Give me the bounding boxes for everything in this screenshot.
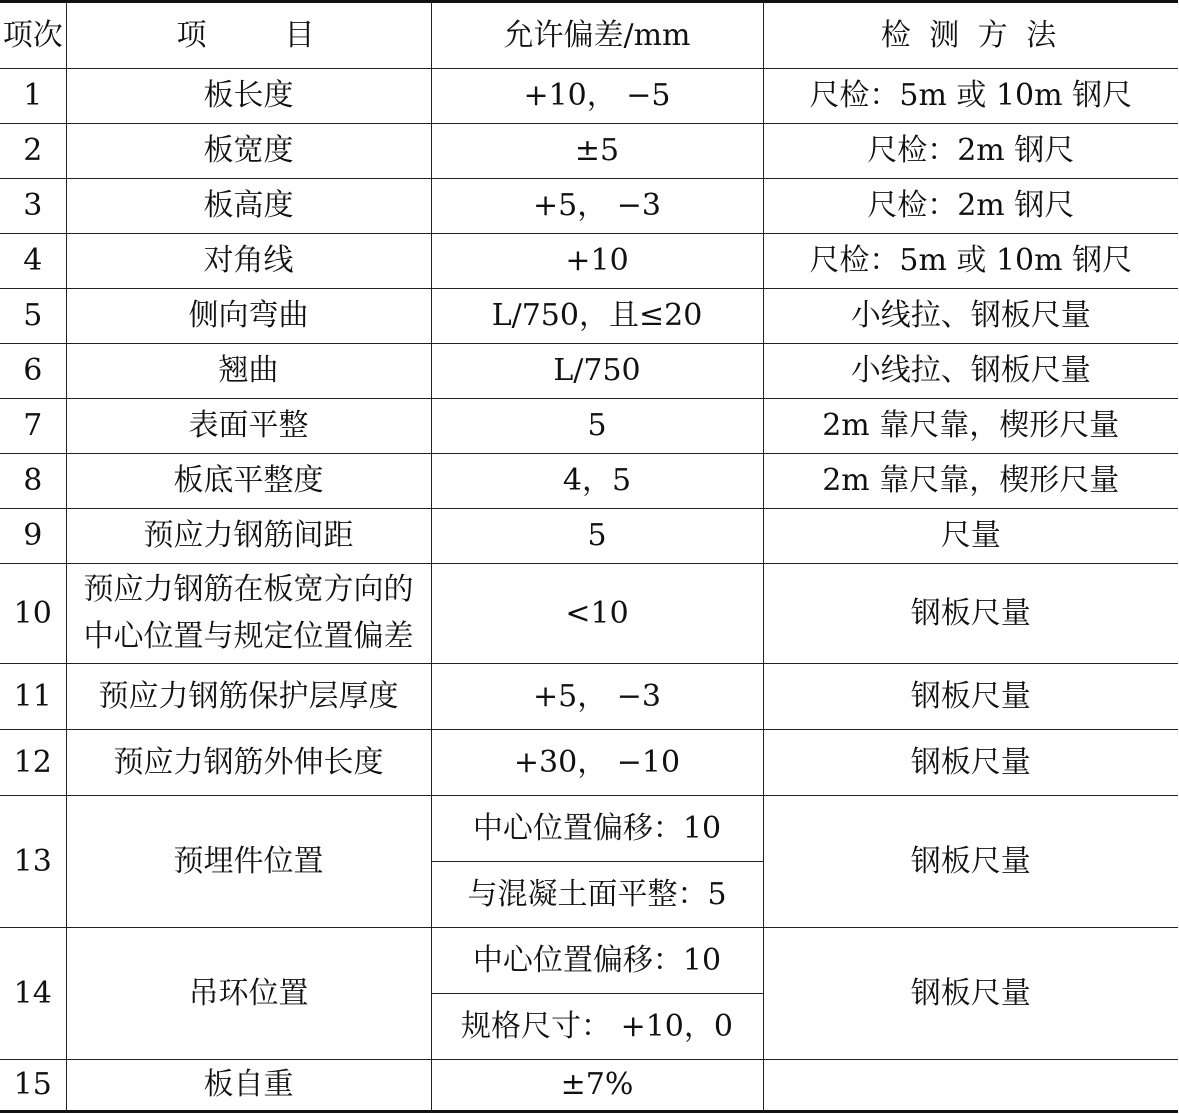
row-method: 钢板尺量 bbox=[763, 928, 1178, 1060]
table-row bbox=[0, 344, 1178, 399]
table-row bbox=[0, 796, 1178, 862]
table-row bbox=[0, 509, 1178, 564]
row-no: 14 bbox=[0, 928, 66, 1060]
row-tolerance: ±7% bbox=[431, 1060, 763, 1112]
row-method: 钢板尺量 bbox=[763, 564, 1178, 664]
row-item-line-1: 预应力钢筋在板宽方向的 bbox=[83, 572, 414, 607]
row-item: 板长度 bbox=[66, 69, 431, 124]
row-item: 板高度 bbox=[66, 179, 431, 234]
row-item: 翘曲 bbox=[66, 344, 431, 399]
row-no: 6 bbox=[0, 344, 66, 399]
row-tolerance: 5 bbox=[431, 399, 763, 454]
table-row bbox=[0, 234, 1178, 289]
row-item: 预应力钢筋保护层厚度 bbox=[66, 664, 431, 730]
header-method: 检 测 方 法 bbox=[763, 2, 1178, 69]
row-tolerance-sub-a: 中心位置偏移：10 bbox=[431, 796, 763, 862]
row-item: 板底平整度 bbox=[66, 454, 431, 509]
row-method: 尺量 bbox=[763, 509, 1178, 564]
row-item: 表面平整 bbox=[66, 399, 431, 454]
row-item: 板自重 bbox=[66, 1060, 431, 1112]
row-item-line-2: 中心位置与规定位置偏差 bbox=[83, 618, 414, 654]
header-item: 项 目 bbox=[66, 2, 431, 69]
row-item: 预应力钢筋间距 bbox=[66, 509, 431, 564]
table-row bbox=[0, 124, 1178, 179]
row-tolerance-sub-a: 中心位置偏移：10 bbox=[431, 928, 763, 994]
row-no: 15 bbox=[0, 1060, 66, 1112]
row-no: 11 bbox=[0, 664, 66, 730]
row-tolerance: L/750，且≤20 bbox=[431, 289, 763, 344]
row-tolerance-sub-b: 规格尺寸： +10，0 bbox=[431, 994, 763, 1060]
row-tolerance: 5 bbox=[431, 509, 763, 564]
row-item: 预应力钢筋外伸长度 bbox=[66, 730, 431, 796]
row-item: 吊环位置 bbox=[66, 928, 431, 1060]
row-no: 13 bbox=[0, 796, 66, 928]
table-row bbox=[0, 1060, 1178, 1112]
row-method bbox=[763, 1060, 1178, 1112]
row-item: 侧向弯曲 bbox=[66, 289, 431, 344]
row-no: 5 bbox=[0, 289, 66, 344]
table-row bbox=[0, 399, 1178, 454]
row-tolerance: 4，5 bbox=[431, 454, 763, 509]
table-row bbox=[0, 928, 1178, 994]
header-tolerance: 允许偏差/mm bbox=[431, 2, 763, 69]
row-method: 尺检：2m 钢尺 bbox=[763, 124, 1178, 179]
row-tolerance: +5， −3 bbox=[431, 664, 763, 730]
row-method: 钢板尺量 bbox=[763, 796, 1178, 928]
row-method: 尺检：5m 或 10m 钢尺 bbox=[763, 69, 1178, 124]
row-tolerance: +5， −3 bbox=[431, 179, 763, 234]
table-row bbox=[0, 664, 1178, 730]
table-row bbox=[0, 69, 1178, 124]
row-item: 板宽度 bbox=[66, 124, 431, 179]
row-method: 钢板尺量 bbox=[763, 730, 1178, 796]
row-method: 尺检：5m 或 10m 钢尺 bbox=[763, 234, 1178, 289]
row-no: 3 bbox=[0, 179, 66, 234]
row-tolerance: +30， −10 bbox=[431, 730, 763, 796]
row-tolerance: <10 bbox=[431, 564, 763, 664]
row-item: 预埋件位置 bbox=[66, 796, 431, 928]
table-row bbox=[0, 289, 1178, 344]
row-tolerance: +10 bbox=[431, 234, 763, 289]
row-no: 10 bbox=[0, 564, 66, 664]
row-tolerance: ±5 bbox=[431, 124, 763, 179]
table-row bbox=[0, 564, 1178, 664]
row-no: 4 bbox=[0, 234, 66, 289]
row-method: 小线拉、钢板尺量 bbox=[763, 289, 1178, 344]
row-tolerance-sub-b: 与混凝土面平整：5 bbox=[431, 862, 763, 928]
header-no: 项次 bbox=[0, 2, 66, 69]
row-no: 7 bbox=[0, 399, 66, 454]
row-item-multiline bbox=[66, 564, 431, 664]
row-method: 2m 靠尺靠，楔形尺量 bbox=[763, 399, 1178, 454]
table-row bbox=[0, 730, 1178, 796]
row-tolerance: +10， −5 bbox=[431, 69, 763, 124]
row-no: 9 bbox=[0, 509, 66, 564]
row-method: 小线拉、钢板尺量 bbox=[763, 344, 1178, 399]
row-no: 2 bbox=[0, 124, 66, 179]
row-tolerance: L/750 bbox=[431, 344, 763, 399]
row-no: 1 bbox=[0, 69, 66, 124]
row-no: 8 bbox=[0, 454, 66, 509]
row-method: 尺检：2m 钢尺 bbox=[763, 179, 1178, 234]
table-row bbox=[0, 454, 1178, 509]
row-no: 12 bbox=[0, 730, 66, 796]
table-header-row bbox=[0, 2, 1178, 69]
row-method: 2m 靠尺靠，楔形尺量 bbox=[763, 454, 1178, 509]
row-item: 对角线 bbox=[66, 234, 431, 289]
table-row bbox=[0, 179, 1178, 234]
row-method: 钢板尺量 bbox=[763, 664, 1178, 730]
